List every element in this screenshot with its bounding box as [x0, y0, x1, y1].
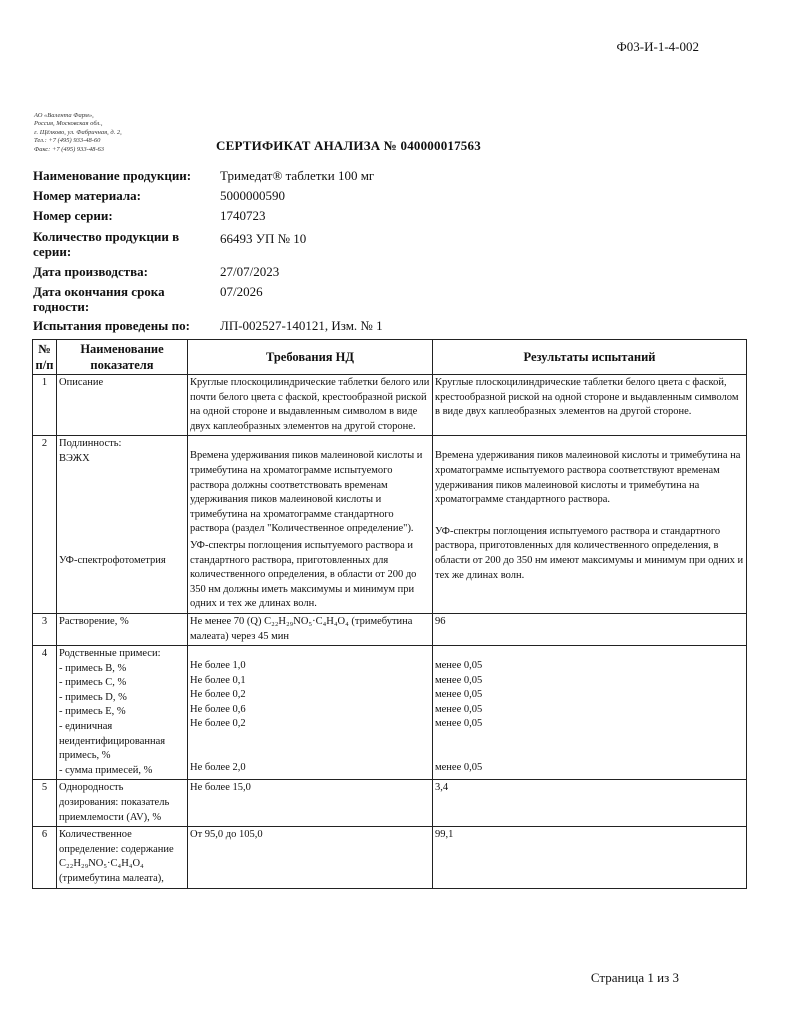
impurity-result: менее 0,05	[435, 762, 483, 774]
row-requirement: Круглые плоскоцилиндрические таблетки белого или почти белого цвета с фаской, крестообразной риской на одной стороне и выдавленным символом в виде двух каплеобразных элементов на другой стороне.	[188, 375, 433, 436]
row-indicator	[57, 436, 188, 614]
expiry-label-line: годности:	[33, 299, 90, 314]
row-result: 96	[433, 613, 747, 645]
spacer	[190, 437, 430, 449]
tests-label: Испытания проведены по:	[33, 318, 190, 333]
impurity-name: - примесь D, %	[59, 691, 127, 703]
product-label: Наименование продукции:	[33, 168, 192, 183]
table-row	[33, 436, 747, 614]
requirement-sub: Времена удерживания пиков малеиновой кислоты и тримебутина на хроматограмме испытуемого раствора должны соответствовать временам удерживания пиков малеиновой кислоты и тримебутина на хроматограмме стандартного раствора (раздел "Количественное определение").	[190, 450, 423, 535]
spacer	[435, 437, 744, 449]
row-result: 99,1	[433, 827, 747, 888]
header-requirements: Требования НД	[188, 340, 433, 375]
row-requirement: От 95,0 до 105,0	[188, 827, 433, 888]
header-results: Результаты испытаний	[433, 340, 747, 375]
row-number: 5	[33, 780, 57, 827]
quantity-label	[33, 229, 179, 259]
header-number-line: п/п	[35, 358, 54, 372]
row-requirement: Не менее 70 (Q) C₂₂H₂₉NO₅·C₄H₄O₄ (тримебутина малеата) через 45 мин	[188, 613, 433, 645]
row-requirement	[188, 436, 433, 614]
row-indicator: Описание	[57, 375, 188, 436]
company-line: Россия, Московская обл.,	[34, 120, 103, 128]
row-number: 1	[33, 375, 57, 436]
indicator-sub: УФ-спектрофотометрия	[59, 554, 166, 566]
quantity-label-line: серии:	[33, 244, 72, 259]
row-result	[433, 646, 747, 780]
impurity-requirement: Не более 1,0	[190, 660, 246, 672]
table-row	[33, 827, 747, 888]
table-row	[33, 646, 747, 780]
row-indicator: Однородность дозирования: показатель приемлемости (AV), %	[57, 780, 188, 827]
expiry-label-line: Дата окончания срока	[33, 284, 165, 299]
row-indicator: Количественное определение: содержание C₂₂H₂₉NO₅·C₄H₄O₄ (тримебутина малеата),	[57, 827, 188, 888]
row-indicator: Растворение, %	[57, 613, 188, 645]
row-result	[433, 436, 747, 614]
impurity-result: менее 0,05	[435, 660, 483, 672]
impurity-name: - примесь C, %	[59, 677, 127, 689]
production-date-label: Дата производства:	[33, 264, 148, 279]
company-line: АО «Валента Фарм»,	[34, 112, 94, 119]
page-number: Страница 1 из 3	[590, 970, 679, 985]
row-requirement: Не более 15,0	[188, 780, 433, 827]
row-requirement	[188, 646, 433, 780]
table-header-row	[33, 340, 747, 375]
impurity-name: - примесь B, %	[59, 662, 127, 674]
company-line: г. Щёлково, ул. Фабричная, д. 2,	[34, 128, 122, 136]
impurity-result: менее 0,05	[435, 674, 483, 686]
company-line: Тел.: +7 (495) 933-48-60	[34, 137, 101, 145]
header-number-line: №	[38, 342, 51, 356]
spacer	[59, 467, 185, 554]
row-result: Круглые плоскоцилиндрические таблетки белого цвета с фаской, крестообразной риской на одной стороне и выдавленным символом в виде двух каплеобразных элементов на другой стороне.	[433, 375, 747, 436]
impurity-result: менее 0,05	[435, 718, 483, 730]
header-indicator-line: показателя	[90, 358, 154, 372]
indicator-heading: Подлинность:	[59, 438, 122, 450]
spacer	[435, 647, 744, 659]
impurity-name: - единичная неидентифицированная примесь, %	[59, 721, 166, 762]
impurity-requirement: Не более 0,1	[190, 674, 246, 686]
batch-value: 1740723	[220, 208, 266, 223]
batch-label: Номер серии:	[33, 208, 113, 223]
row-number: 3	[33, 613, 57, 645]
indicator-sub: ВЭЖХ	[59, 452, 90, 464]
row-number: 4	[33, 646, 57, 780]
document-code: Ф03-И-1-4-002	[616, 39, 699, 54]
impurity-name: - примесь E, %	[59, 706, 126, 718]
impurity-result: менее 0,05	[435, 689, 483, 701]
indicator-heading: Родственные примеси:	[59, 648, 161, 660]
quantity-value: 66493 УП № 10	[220, 231, 307, 246]
material-value: 5000000590	[220, 188, 285, 203]
spacer	[190, 647, 430, 659]
expiry-label	[33, 284, 165, 314]
row-number: 6	[33, 827, 57, 888]
product-value: Тримедат® таблетки 100 мг	[220, 168, 375, 183]
certificate-title: СЕРТИФИКАТ АНАЛИЗА № 040000017563	[216, 138, 481, 153]
material-label: Номер материала:	[33, 188, 142, 203]
requirement-sub: УФ-спектры поглощения испытуемого раствора и стандартного раствора, приготовленных для количественного определения, в области от 200 до 350 нм должны иметь максимумы и минимум при одних и тех же длинах волн.	[190, 539, 417, 610]
impurity-name: - сумма примесей, %	[59, 764, 153, 776]
impurity-result: менее 0,05	[435, 703, 483, 715]
production-date-value: 27/07/2023	[220, 264, 280, 279]
header-number	[33, 340, 57, 375]
table-row	[33, 375, 747, 436]
impurity-requirement: Не более 0,2	[190, 718, 246, 730]
row-result: 3,4	[433, 780, 747, 827]
expiry-value: 07/2026	[220, 284, 263, 299]
result-sub: УФ-спектры поглощения испытуемого раствора и стандартного раствора, приготовленных для количественного определения, в области от 200 до 350 нм имеют максимумы и минимум при одних и тех же длинах волн.	[435, 525, 744, 581]
company-address-block	[34, 112, 122, 154]
spacer	[435, 508, 744, 525]
tests-value: ЛП-002527-140121, Изм. № 1	[220, 318, 383, 333]
header-indicator	[57, 340, 188, 375]
table-row	[33, 780, 747, 827]
quantity-label-line: Количество продукции в	[33, 229, 180, 244]
impurity-requirement: Не более 0,2	[190, 689, 246, 701]
impurity-requirement: Не более 0,6	[190, 703, 246, 715]
row-number: 2	[33, 436, 57, 614]
header-indicator-line: Наименование	[80, 342, 164, 356]
row-indicator	[57, 646, 188, 780]
results-table	[32, 339, 747, 889]
company-line: Факс: +7 (495) 933-48-63	[34, 145, 104, 153]
table-row	[33, 613, 747, 645]
result-sub: Времена удерживания пиков малеиновой кислоты и тримебутина на хроматограмме испытуемого раствора соответствуют временам удерживания пиков малеиновой кислоты и тримебутина на хроматограмме стандартного раствора.	[435, 450, 741, 506]
impurity-requirement: Не более 2,0	[190, 762, 246, 774]
